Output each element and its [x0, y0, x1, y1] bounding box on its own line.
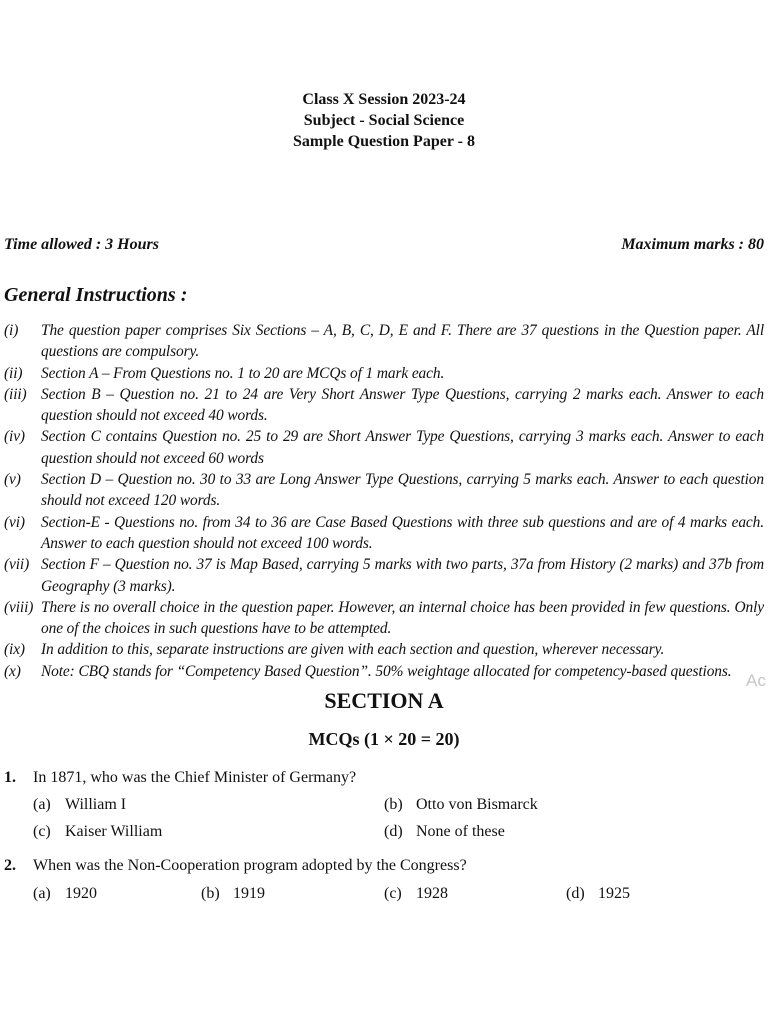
- instruction-item: [4, 320, 764, 363]
- option-text: 1928: [416, 885, 448, 902]
- instruction-number: (x): [4, 662, 21, 680]
- instruction-number: (iv): [4, 428, 25, 446]
- option: [33, 796, 126, 814]
- option: [384, 885, 448, 903]
- instruction-item: [4, 639, 764, 660]
- instruction-text: Section B – Question no. 21 to 24 are Very Short Answer Type Questions, carrying 2 marks each. Answer to each question should not exceed 40 words.: [41, 385, 764, 425]
- option: [201, 885, 265, 903]
- instruction-number: (ii): [4, 364, 23, 382]
- question-text: In 1871, who was the Chief Minister of Germany?: [33, 769, 357, 786]
- instruction-text: The question paper comprises Six Sections – A, B, C, D, E and F. There are 37 questions in the Question paper. All questions are compulsory.: [41, 322, 764, 361]
- instruction-text: Section F – Question no. 37 is Map Based, carrying 5 marks with two parts, 37a from History (2 marks) and 37b from Geography (3 marks).: [41, 556, 764, 595]
- activation-watermark: Ac: [746, 671, 766, 690]
- option-text: 1919: [233, 885, 265, 902]
- option-text: 1920: [65, 885, 97, 902]
- instruction-text: In addition to this, separate instructions are given with each section and question, wherever necessary.: [41, 641, 665, 659]
- instruction-item: [4, 426, 764, 469]
- instruction-number: (v): [4, 471, 21, 489]
- instruction-item: [4, 469, 764, 512]
- option-text: 1925: [598, 885, 630, 902]
- instruction-number: (i): [4, 322, 19, 339]
- instruction-item: [4, 554, 764, 597]
- instruction-text: There is no overall choice in the question paper. However, an internal choice has been provided in few questions. Only one of the choices in such questions have to be attempted.: [41, 598, 764, 638]
- option-text: William I: [65, 796, 127, 813]
- section-title: SECTION A: [324, 688, 444, 713]
- paper-header: [0, 89, 768, 152]
- option: [384, 796, 538, 814]
- time-allowed: Time allowed : 3 Hours: [4, 236, 159, 253]
- question-text: When was the Non-Cooperation program adopted by the Congress?: [33, 857, 467, 874]
- option-text: Kaiser William: [65, 823, 163, 840]
- instruction-number: (ix): [4, 641, 25, 659]
- option-text: None of these: [416, 823, 505, 840]
- option: [33, 885, 97, 903]
- maximum-marks: Maximum marks : 80: [621, 236, 764, 253]
- option-label: (c): [33, 823, 51, 840]
- instruction-item: [4, 384, 764, 427]
- instruction-text: Section C contains Question no. 25 to 29 are Short Answer Type Questions, carrying 3 marks each. Answer to each question should not exceed 60 words: [41, 428, 764, 467]
- option: [384, 823, 505, 841]
- instruction-item: [4, 597, 764, 640]
- instruction-text: Section D – Question no. 30 to 33 are Long Answer Type Questions, carrying 5 marks each. Answer to each question should not exceed 120 words.: [41, 471, 764, 510]
- instruction-item: [4, 512, 764, 555]
- general-instructions-title: General Instructions :: [4, 284, 188, 306]
- option-label: (a): [33, 885, 51, 902]
- instruction-number: (vii): [4, 556, 30, 574]
- option-label: (d): [566, 885, 585, 902]
- instruction-number: (vi): [4, 513, 25, 531]
- option-label: (d): [384, 823, 403, 840]
- option-label: (c): [384, 885, 402, 902]
- option-label: (b): [384, 796, 403, 813]
- option: [33, 823, 162, 841]
- option: [566, 885, 630, 903]
- instruction-item: [4, 363, 764, 384]
- option-label: (b): [201, 885, 220, 902]
- instruction-number: (viii): [4, 598, 34, 616]
- option-label: (a): [33, 796, 51, 813]
- instructions-list: [4, 320, 764, 682]
- instruction-text: Section A – From Questions no. 1 to 20 are MCQs of 1 mark each.: [41, 364, 445, 382]
- question-number: 1.: [4, 769, 16, 786]
- instruction-number: (iii): [4, 385, 27, 403]
- option-text: Otto von Bismarck: [416, 796, 538, 813]
- class-session: Class X Session 2023-24: [302, 91, 466, 108]
- subject-title: Subject - Social Science: [303, 112, 465, 129]
- question-number: 2.: [4, 857, 16, 874]
- paper-title: Sample Question Paper - 8: [293, 133, 475, 150]
- instruction-item: [4, 661, 764, 682]
- instruction-text: Note: CBQ stands for “Competency Based Question”. 50% weightage allocated for competency-based questions.: [41, 662, 732, 680]
- instruction-text: Section-E - Questions no. from 34 to 36 are Case Based Questions with three sub questions and are of 4 marks each. Answer to each question should not exceed 100 words.: [41, 513, 764, 552]
- section-subtitle: MCQs (1 × 20 = 20): [308, 729, 460, 749]
